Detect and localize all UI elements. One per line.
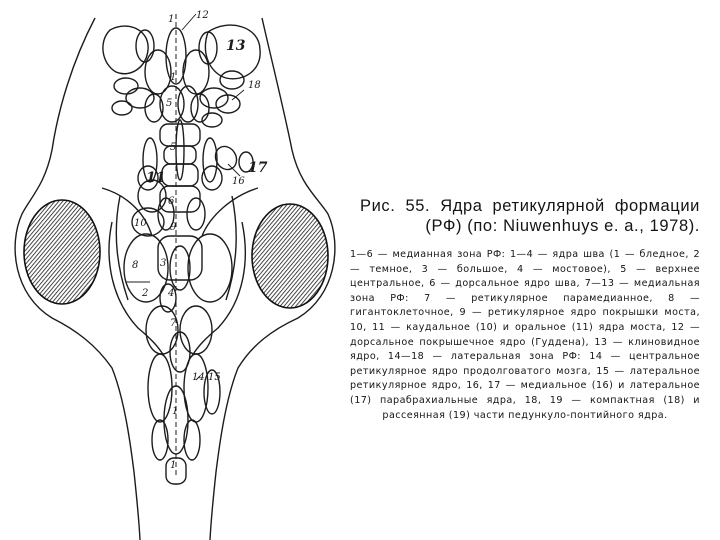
label-2: 2 [142,288,149,299]
label-15: 15 [208,372,221,383]
label-9: 9 [170,222,177,233]
label-5: 5 [170,142,177,153]
figure-caption [350,196,710,423]
label-7: 7 [170,318,177,329]
label-14: 14 [192,372,205,383]
peduncle-line-right [202,188,258,236]
brainstem-diagram [0,0,350,540]
label-16: 16 [232,176,245,187]
label-11: 11 [146,170,166,186]
label-1-top: 1 [168,14,175,25]
caption-title: Рис. 55. Ядра ретикулярной формации (РФ) (по: Niuwenhuys e. a., 1978). [360,197,700,235]
label-6: 6 [168,196,175,207]
label-13: 13 [226,38,246,54]
label-8: 8 [132,260,139,271]
label-12: 12 [196,10,209,21]
label-4: 4 [168,288,175,299]
peduncle-cut-right [252,204,328,308]
label-1-upper: 1 [170,72,177,83]
label-17: 17 [248,160,268,176]
label-1-bottom: 1 [170,460,177,471]
brainstem-figure [0,0,350,540]
caption-body: 1—6 — медианная зона РФ: 1—4 — ядра шва (1 — бледное, 2 — темное, 3 — большое, 4 — мостовое), 5 — верхнее центральное, 6 — дорсальное ядро шва, 7—13 — медиальная зона РФ: 7 — ретикулярное парамедианное, 8 — гигантоклеточное, 9 — ретикулярное ядро покрышки моста, 10, 11 — каудальное (10) и оральное (11) ядра моста, 12 — дорсальное покрышечное ядро (Гуддена), 13 — клиновидное ядро, 14—18 — латеральная зона РФ: 14 — центральное ретикулярное ядро продолговатого мозга, 15 — латеральное ретикулярное ядро, 16, 17 — медиальное (16) и латеральное (17) парабрахиальные ядра, 18, 19 — компактная (18) и рассеянная (19) части педункуло-понтийного ядра. [350,249,700,421]
label-1-lower: 1 [172,406,179,417]
label-5-upper: 5 [166,98,173,109]
label-10: 10 [134,218,147,229]
nucleus-3 [170,246,190,290]
nucleus-13-left [103,26,148,74]
label-3: 3 [160,258,167,269]
nucleus-7 [146,306,178,354]
label-18: 18 [248,80,261,91]
peduncle-cut-left [24,200,100,304]
